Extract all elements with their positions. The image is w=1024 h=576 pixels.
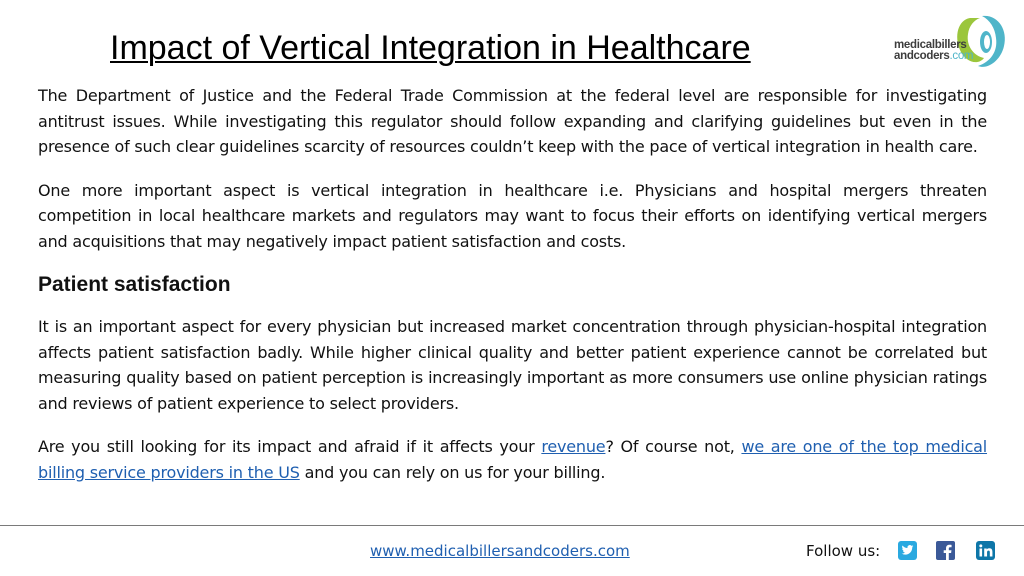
logo-line2-name: andcoders (894, 50, 950, 62)
slide-body (38, 83, 987, 503)
paragraph-call-to-action (38, 434, 987, 485)
paragraph-doj-ftc: The Department of Justice and the Federal Trade Commission at the federal level are responsible for investigating antitrust issues. While investigating this regulator should follow expanding and clarifying guidelines but even in the presence of such clear guidelines scarcity of resources couldn’t keep with the pace of vertical integration in health care. (38, 86, 987, 156)
logo-line2 (894, 51, 1006, 62)
footer-website-link[interactable]: www.medicalbillersandcoders.com (370, 542, 630, 560)
slide-title: Impact of Vertical Integration in Healthcare (110, 29, 751, 67)
cta-text-2: ? Of course not, (605, 437, 742, 456)
follow-us-label: Follow us: (806, 542, 881, 560)
heading-patient-satisfaction: Patient satisfaction (38, 273, 231, 296)
paragraph-vertical-integration: One more important aspect is vertical integration in healthcare i.e. Physicians and hospital mergers threaten competition in local healthcare markets and regulators may want to focus their efforts on identifying vertical mergers and acquisitions that may negatively impact patient satisfaction and costs. (38, 180, 987, 251)
cta-text-3: and you can rely on us for your billing. (299, 462, 606, 482)
company-logo[interactable] (894, 12, 1016, 72)
cta-text-1: Are you still looking for its impact and afraid if it affects your (38, 437, 542, 456)
paragraph-patient-satisfaction: It is an important aspect for every physician but increased market concentration through physician-hospital integration affects patient satisfaction badly. While higher clinical quality and better patient experience cannot be correlated but measuring quality based on patient perception is increasingly important as more consumers use online physician ratings and reviews of patient experience to select providers. (38, 317, 987, 413)
facebook-icon[interactable] (936, 541, 955, 560)
revenue-link[interactable]: revenue (541, 437, 606, 456)
footer-divider (0, 525, 1024, 526)
logo-wordmark (894, 40, 1006, 62)
logo-line1: medicalbillers (894, 39, 967, 51)
twitter-icon[interactable] (898, 541, 917, 560)
linkedin-icon[interactable] (976, 541, 995, 560)
logo-tld: .com (949, 50, 974, 62)
billing-providers-link[interactable]: we are one of the top medical billing service providers in the US (38, 437, 988, 482)
